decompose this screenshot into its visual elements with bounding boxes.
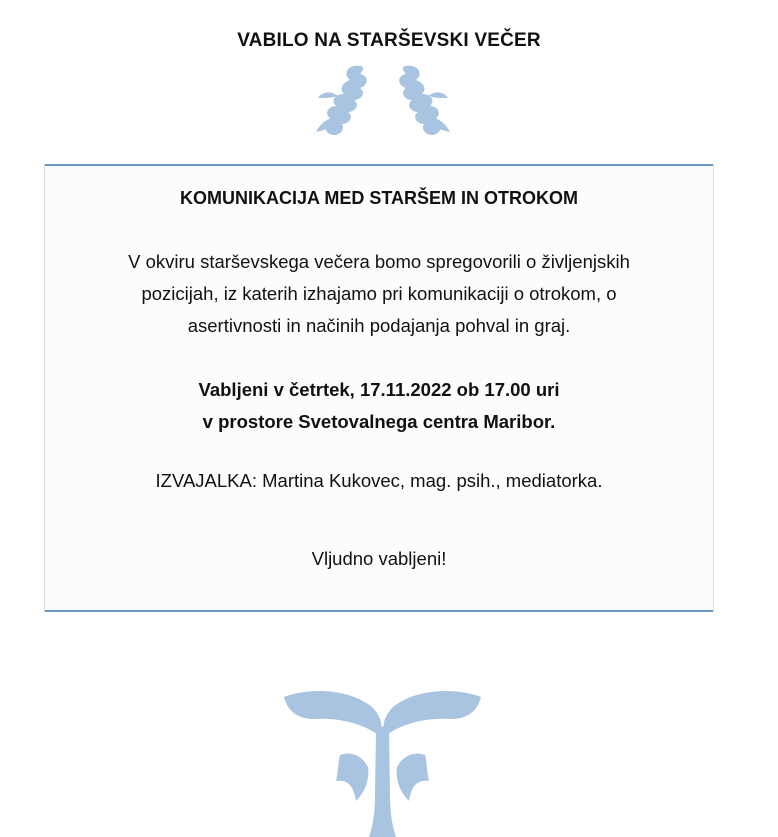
- page-title: VABILO NA STARŠEVSKI VEČER: [237, 30, 541, 51]
- event-details: [45, 374, 713, 438]
- invitation-box: [45, 164, 713, 612]
- leaf-sprout-icon: [280, 685, 485, 837]
- description-line: V okviru starševskega večera bomo spregovorili o življenjskih: [128, 251, 630, 272]
- floral-flourish-icon: [308, 60, 458, 140]
- presenter-line: IZVAJALKA: Martina Kukovec, mag. psih., mediatorka.: [155, 470, 603, 491]
- description-line: pozicijah, iz katerih izhajamo pri komunikaciji o otrokom, o: [141, 283, 617, 304]
- invitation-heading: KOMUNIKACIJA MED STARŠEM IN OTROKOM: [180, 188, 578, 208]
- event-when: Vabljeni v četrtek, 17.11.2022 ob 17.00 uri: [198, 379, 560, 400]
- event-where: v prostore Svetovalnega centra Maribor.: [202, 411, 556, 432]
- description-line: asertivnosti in načinih podajanja pohval in graj.: [187, 315, 571, 336]
- invitation-description: [75, 246, 683, 342]
- closing-line: Vljudno vabljeni!: [311, 548, 447, 569]
